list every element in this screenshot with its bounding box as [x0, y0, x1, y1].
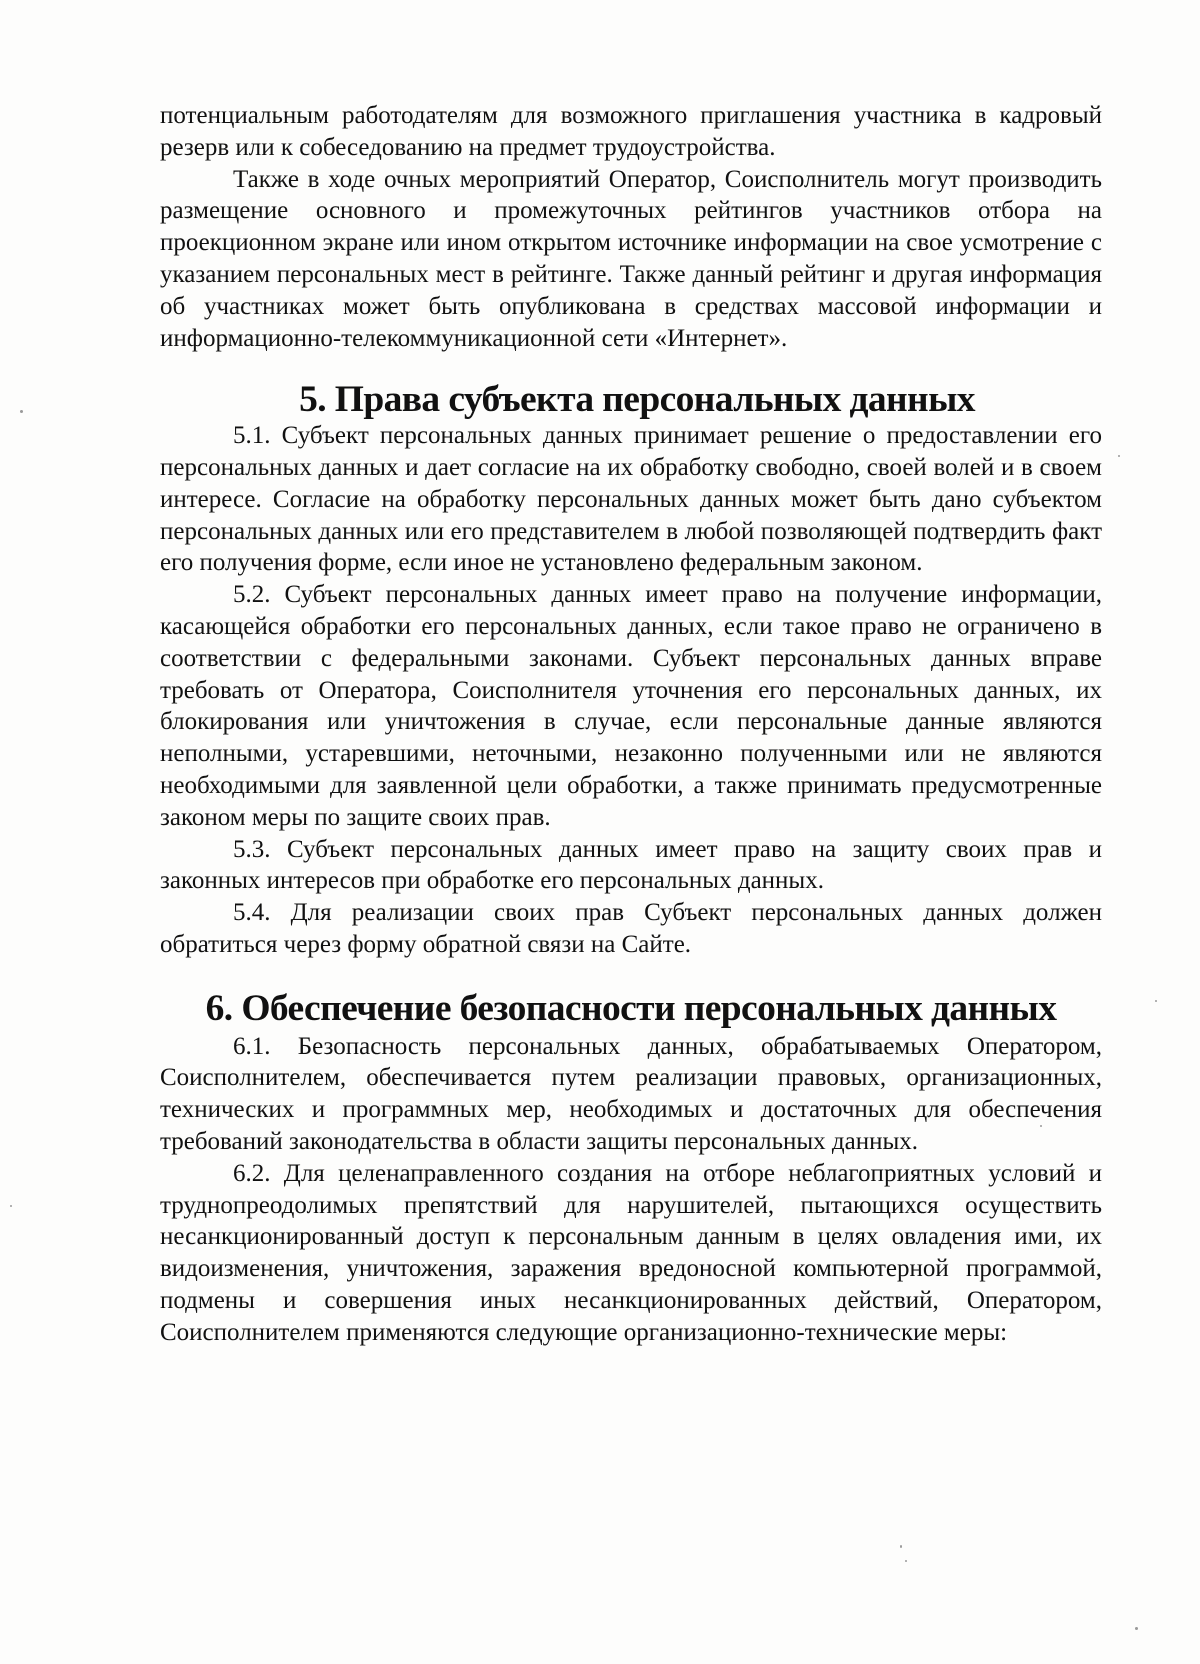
scan-speck: [1155, 1000, 1157, 1002]
scan-speck: [1118, 455, 1120, 457]
scan-speck: [20, 410, 23, 413]
intro-paragraph-ratings: Также в ходе очных мероприятий Оператор, Соисполнитель могут производить размещение основного и промежуточных рейтингов участников отбора на проекционном экране или ином открытом источнике информации на свое усмотрение с указанием персональных мест в рейтинге. Также данный рейтинг и другая информация об участниках может быть опубликована в средствах массовой информации и информационно-телекоммуникационной сети «Интернет».: [160, 165, 1102, 352]
scan-speck: [900, 1545, 902, 1548]
scan-speck: [10, 1205, 12, 1207]
clause-6-2: 6.2. Для целенаправленного создания на отборе неблагоприятных условий и труднопреодолимых препятствий для нарушителей, пытающихся осуществить несанкционированный доступ к персональным данным в целях овладения ими, их видоизменения, уничтожения, заражения вредоносной компьютерной программой, подмены и совершения иных несанкционированных действий, Оператором, Соисполнителем применяются следующие организационно-технические меры:: [160, 1159, 1102, 1346]
section-5-heading: 5. Права субъекта персональных данных: [299, 379, 975, 421]
clause-5-2: 5.2. Субъект персональных данных имеет право на получение информации, касающейся обработки его персональных данных, если такое право не ограничено в соответствии с федеральными законами. Субъект персональных данных вправе требовать от Оператора, Соисполнителя уточнения его персональных данных, их блокирования или уничтожения в случае, если персональные данные являются неполными, устаревшими, неточными, незаконно полученными или не являются необходимыми для заявленной цели обработки, а также принимать предусмотренные законом меры по защите своих прав.: [160, 581, 1102, 831]
clause-5-4: 5.4. Для реализации своих прав Субъект персональных данных должен обратиться через форму обратной связи на Сайте.: [160, 899, 1102, 958]
section-6-heading: 6. Обеспечение безопасности персональных данных: [205, 987, 1057, 1029]
intro-paragraph-continuation: потенциальным работодателям для возможного приглашения участника в кадровый резерв или к собеседованию на предмет трудоустройства.: [160, 102, 1102, 161]
scan-speck: [1135, 1627, 1138, 1630]
scan-speck: [1040, 1125, 1042, 1127]
scan-speck: [905, 1560, 907, 1562]
clause-6-1: 6.1. Безопасность персональных данных, обрабатываемых Оператором, Соисполнителем, обеспечивается путем реализации правовых, организационных, технических и программных мер, необходимых и достаточных для обеспечения требований законодательства в области защиты персональных данных.: [160, 1032, 1102, 1155]
document-body: [160, 100, 1102, 1348]
clause-5-1: 5.1. Субъект персональных данных принимает решение о предоставлении его персональных данных и дает согласие на их обработку свободно, своей волей и в своем интересе. Согласие на обработку персональных данных может быть дано субъектом персональных данных или его представителем в любой позволяющей подтвердить факт его получения форме, если иное не установлено федеральным законом.: [160, 422, 1102, 577]
clause-5-3: 5.3. Субъект персональных данных имеет право на защиту своих прав и законных интересов при обработке его персональных данных.: [160, 835, 1102, 895]
